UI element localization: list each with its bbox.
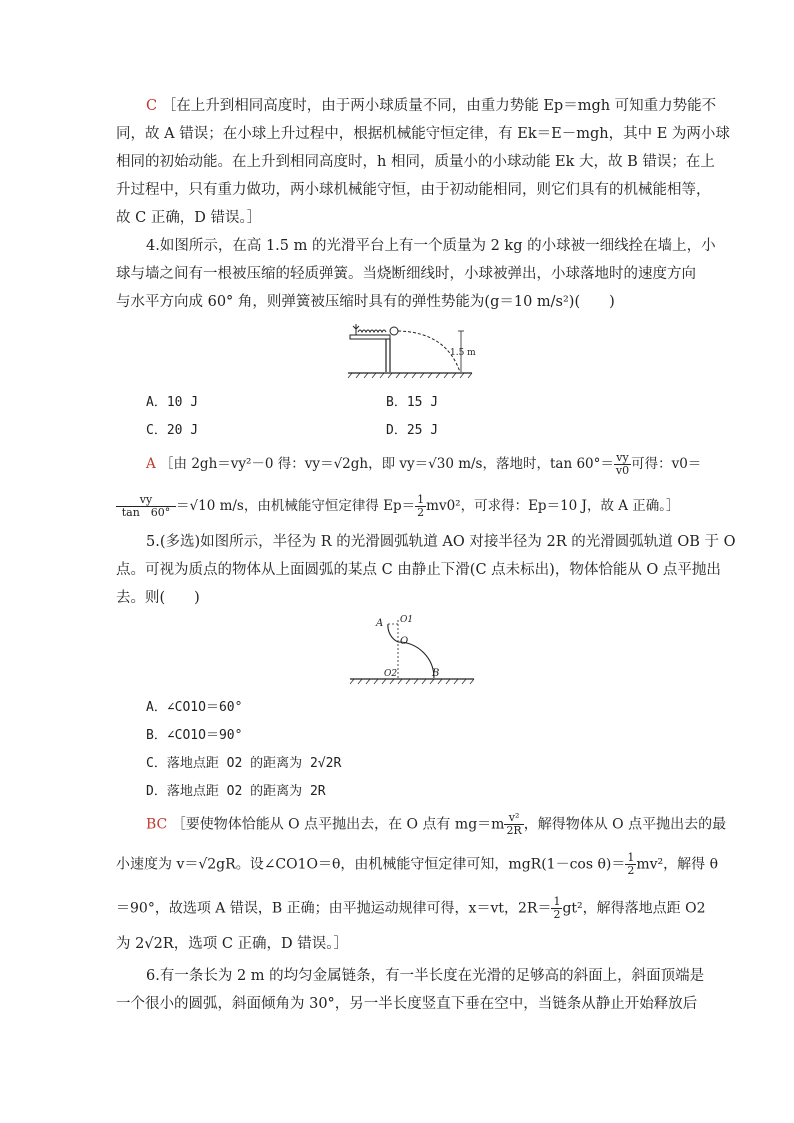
q5-text-line-1: 5.(多选)如图所示，半径为 R 的光滑圆弧轨道 AO 对接半径为 2R 的光滑圆弧轨道 OB 于 O xyxy=(146,534,736,550)
arc-ob xyxy=(398,642,434,678)
q4-answer-fraction-1: $\frac{vy}{v0}$ xyxy=(615,451,630,477)
q5-answer-text-3a: ＝90°，故选项 A 错误，B 正确；由平抛运动规律可得，x＝vt，2R＝ xyxy=(116,900,552,917)
q5-answer-text-3b: gt²，解得落地点距 O2 xyxy=(562,900,706,917)
arc-ao xyxy=(388,624,398,642)
q5-answer-text-2b: mv²，解得 θ xyxy=(636,856,719,873)
q5-option-c: C．落地点距 O2 的距离为 2√2R xyxy=(146,756,342,771)
q5-option-b: B．∠CO1O＝90° xyxy=(146,728,243,743)
q5-answer-line-4: 为 2√2R，选项 C 正确，D 错误。］ xyxy=(116,936,349,952)
q4-answer-line-2 xyxy=(116,494,686,519)
q4-answer-text-2b: mv0²，可求得：Ep＝10 J，故 A 正确。］ xyxy=(426,498,680,514)
q5-text-line-2: 点。可视为质点的物体从上面圆弧的某点 C 由静止下滑(C 点未标出)，物体恰能从 O 点平抛出 xyxy=(116,562,721,578)
q4-option-c: C．20 J xyxy=(146,423,199,438)
q4-text-line-3: 与水平方向成 60° 角，则弹簧被压缩时具有的弹性势能为(g＝10 m/s²)( ) xyxy=(116,294,615,310)
q3-answer-letter: C xyxy=(146,98,158,114)
q5-answer-line-3 xyxy=(116,895,706,921)
q5-answer-fraction-1: $\frac{\text{v²}}{2R}$ xyxy=(506,811,522,837)
q5-answer-text-1a: ［要使物体恰能从 O 点平抛出去，在 O 点有 mg＝m xyxy=(171,816,505,833)
q5-text-line-3: 去。则( ) xyxy=(116,590,200,606)
q3-answer-text-1: ［在上升到相同高度时，由于两小球质量不同，由重力势能 Ep＝mgh 可知重力势能不 xyxy=(161,98,717,114)
q5-option-d: D．落地点距 O2 的距离为 2R xyxy=(146,784,326,799)
q5-answer-text-2a: 小速度为 v＝√2gR。设∠CO1O＝θ，由机械能守恒定律可知，mgR(1－cos θ)＝ xyxy=(116,856,626,873)
label-o: O xyxy=(400,636,409,647)
q4-option-d: D．25 J xyxy=(386,423,439,438)
q5-figure-arc-tracks xyxy=(348,612,478,690)
q5-answer-line-1 xyxy=(146,811,727,837)
q4-answer-fraction-3: $\frac{1}{2}$ xyxy=(417,493,425,519)
q3-answer-line-4: 升过程中，只有重力做功，两小球机械能守恒，由于初动能相同，则它们具有的机械能相等， xyxy=(116,182,711,198)
spring-coil xyxy=(358,330,386,332)
height-label: 1.5 m xyxy=(450,348,476,358)
q3-answer-line-1 xyxy=(146,96,716,116)
q4-answer-text-2a: ＝√10 m/s，由机械能守恒定律得 Ep＝ xyxy=(176,498,416,514)
q5-answer-letter: BC xyxy=(146,816,168,833)
q3-answer-line-5: 故 C 正确，D 错误。］ xyxy=(116,210,262,226)
q5-answer-fraction-2: $\frac{1}{2}$ xyxy=(627,851,635,877)
q5-answer-line-2 xyxy=(116,851,719,877)
q5-answer-fraction-3: $\frac{1}{2}$ xyxy=(553,895,561,921)
label-b: B xyxy=(432,668,440,679)
q4-text-line-1: 4.如图所示，在高 1.5 m 的光滑平台上有一个质量为 2 kg 的小球被一细线拴在墙上，小 xyxy=(146,238,716,254)
q4-text-line-2: 球与墙之间有一根被压缩的轻质弹簧。当烧断细线时，小球被弹出，小球落地时的速度方向 xyxy=(116,266,696,282)
q4-figure-platform-spring xyxy=(346,318,476,380)
q4-option-b: B．15 J xyxy=(386,395,439,410)
q5-answer-text-1b: ，解得物体从 O 点平抛出去的最 xyxy=(523,816,727,833)
label-o1: O1 xyxy=(400,615,414,625)
q4-option-a: A．10 J xyxy=(146,395,199,410)
q4-answer-text-1b: 可得：v0＝ xyxy=(631,456,702,472)
q4-answer-fraction-2: $\frac{vy}{\tan 60^\circ}$ xyxy=(116,494,176,519)
q4-answer-letter: A xyxy=(146,456,156,472)
q3-answer-line-3: 相同的初始动能。在上升到相同高度时，h 相同，质量小的小球动能 Ek 大，故 B 错误；在上 xyxy=(116,154,715,170)
label-a: A xyxy=(376,618,384,629)
ball xyxy=(390,327,398,335)
q4-answer-text-1a: ［由 2gh＝vy²－0 得：vy＝√2gh，即 vy＝√30 m/s，落地时，tan 60°＝ xyxy=(160,456,614,472)
label-o2: O2 xyxy=(384,669,398,679)
q5-option-a: A．∠CO1O＝60° xyxy=(146,700,243,715)
platform-top xyxy=(350,335,390,339)
q4-answer-line-1 xyxy=(146,452,716,477)
q6-text-line-2: 一个很小的圆弧，斜面倾角为 30°，另一半长度竖直下垂在空中，当链条从静止开始释放后 xyxy=(116,996,698,1012)
q6-text-line-1: 6.有一条长为 2 m 的均匀金属链条，有一半长度在光滑的足够高的斜面上，斜面顶端是 xyxy=(146,968,705,984)
q3-answer-line-2: 同，故 A 错误；在小球上升过程中，根据机械能守恒定律，有 Ek＝E－mgh，其中 E 为两小球 xyxy=(116,126,730,142)
